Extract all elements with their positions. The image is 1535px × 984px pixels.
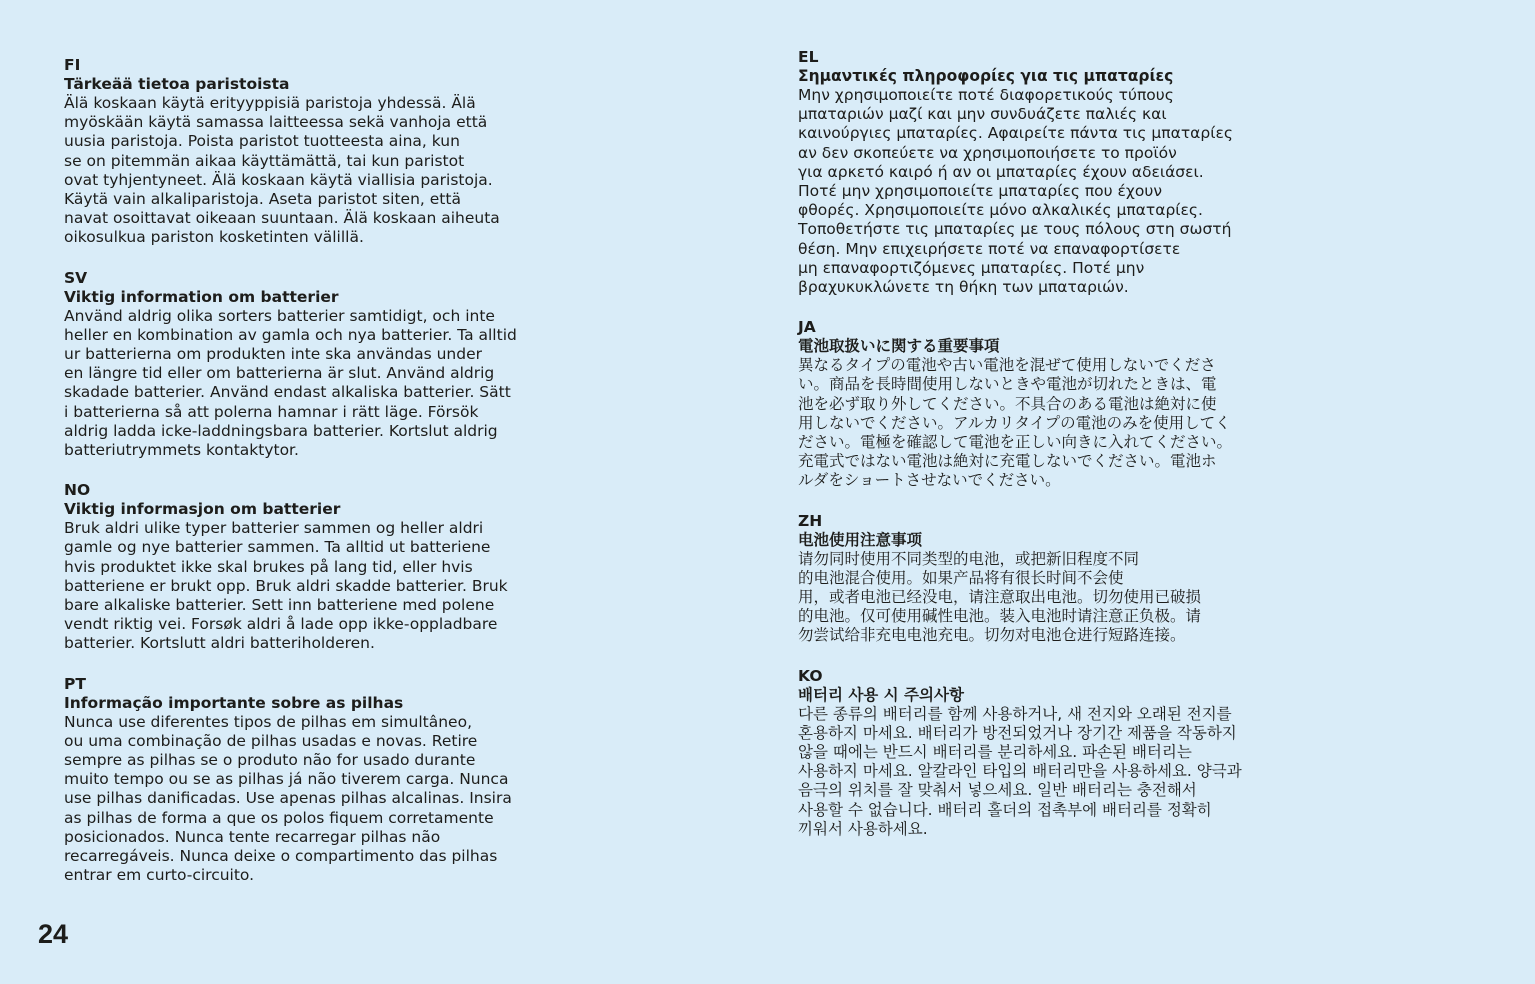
language-code: NO — [64, 481, 91, 500]
section-sv — [64, 269, 544, 461]
page-number: 24 — [38, 919, 69, 949]
section-body: 请勿同时使用不同类型的电池，或把新旧程度不同 的电池混合使用。如果产品将有很长时间不会使 用，或者电池已经没电，请注意取出电池。切勿使用已破损 的电池。仅可使用碱性电池。装入电池时请注意正负极。请 勿尝试给非充电电池充电。切勿对电池仓进行短路连接。 — [798, 549, 1202, 645]
section-fi — [64, 56, 544, 248]
section-body: Μην χρησιμοποιείτε ποτέ διαφορετικούς τύπους μπαταριών μαζί και μην συνδυάζετε παλιές και καινούργιες μπαταρίες. Αφαιρείτε πάντα τις μπαταρίες αν δεν σκοπεύετε να χρησιμοποιήσετε το προϊόν για αρκετό καιρό ή αν οι μπαταρίες έχουν αδειάσει. Ποτέ μην χρησιμοποιείτε μπαταρίες που έχουν φθορές. Χρησιμοποιείτε μόνο αλκαλικές μπαταρίες. Τοποθετήστε τις μπαταρίες με τους πόλους στη σωστή θέση. Μην επιχειρήσετε ποτέ να επαναφορτίσετε μη επαναφορτιζόμενες μπαταρίες. Ποτέ μην βραχυκυκλώνετε τη θήκη των μπαταριών. — [798, 86, 1233, 297]
language-code: ZH — [798, 511, 823, 530]
left-column — [64, 56, 544, 907]
section-body: 異なるタイプの電池や古い電池を混ぜて使用しないでくださ い。商品を長時間使用しないときや電池が切れたときは、電 池を必ず取り外してください。不具合のある電池は絶対に使 用しないでください。アルカリタイプの電池のみを使用してく ださい。電極を確認して電池を正しい向きに入れてください。 充電式ではない電池は絶対に充電しないでください。電池ホ ルダをショートさせないでください。 — [798, 356, 1233, 490]
section-heading: Σημαντικές πληροφορίες για τις μπαταρίες — [798, 67, 1174, 85]
section-heading: 배터리 사용 시 주의사항 — [798, 685, 964, 704]
section-heading: 電池取扱いに関する重要事項 — [798, 337, 1000, 356]
section-heading: Informação importante sobre as pilhas — [64, 693, 404, 712]
language-code: SV — [64, 268, 88, 287]
language-code: EL — [798, 48, 819, 66]
language-code: JA — [798, 318, 816, 337]
section-zh — [798, 512, 1278, 646]
section-body: Nunca use diferentes tipos de pilhas em simultâneo, ou uma combinação de pilhas usadas e novas. Retire sempre as pilhas se o produto não for usado durante muito tempo ou se as pilhas já não tiverem carga. Nunca use pilhas danificadas. Use apenas pilhas alcalinas. Insira as pilhas de forma a que os polos fiquem corretamente posicionados. Nunca tente recarregar pilhas não recarregáveis. Nunca deixe o compartimento das pilhas entrar em curto-circuito. — [64, 712, 512, 885]
right-column — [798, 48, 1278, 860]
section-heading: Tärkeää tietoa paristoista — [64, 75, 290, 93]
section-heading: Viktig information om batterier — [64, 287, 339, 306]
section-body: Använd aldrig olika sorters batterier samtidigt, och inte heller en kombination av gamla och nya batterier. Ta alltid ur batterierna om produkten inte ska användas under en längre tid eller om batterierna är slut. Använd aldrig skadade batterier. Använd endast alkaliska batterier. Sätt i batterierna så att polerna hamnar i rätt läge. Försök aldrig ladda icke-laddningsbara batterier. Kortslut aldrig batteriutrymmets kontaktytor. — [64, 306, 517, 460]
section-pt — [64, 675, 544, 886]
section-heading: 电池使用注意事项 — [798, 530, 923, 549]
section-body: Älä koskaan käytä erityyppisiä paristoja yhdessä. Älä myöskään käytä samassa laitteessa sekä vanhoja että uusia paristoja. Poista paristot tuotteesta aina, kun se on pitemmän aikaa käyttämättä, tai kun paristot ovat tyhjentyneet. Älä koskaan käytä viallisia paristoja. Käytä vain alkaliparistoja. Aseta paristot siten, että navat osoittavat oikeaan suuntaan. Älä koskaan aiheuta oikosulkua pariston kosketinten välillä. — [64, 94, 500, 247]
section-ja — [798, 318, 1278, 490]
section-no — [64, 481, 544, 653]
section-heading: Viktig informasjon om batterier — [64, 500, 341, 519]
section-ko — [798, 667, 1278, 839]
language-code: KO — [798, 666, 823, 685]
section-body: Bruk aldri ulike typer batterier sammen og heller aldri gamle og nye batterier sammen. Ta alltid ut batteriene hvis produktet ikke skal brukes på lang tid, eller hvis batteriene er brukt opp. Bruk aldri skadde batterier. Bruk bare alkaliske batterier. Sett inn batteriene med polene vendt riktig vei. Forsøk aldri å lade opp ikke-oppladbare batterier. Kortslutt aldri batteriholderen. — [64, 519, 508, 653]
section-el — [798, 48, 1278, 297]
section-body: 다른 종류의 배터리를 함께 사용하거나, 새 전지와 오래된 전지를 혼용하지 마세요. 배터리가 방전되었거나 장기간 제품을 작동하지 않을 때에는 반드시 배터리를 분리하세요. 파손된 배터리는 사용하지 마세요. 알칼라인 타입의 배터리만을 사용하세요. 양극과 음극의 위치를 잘 맞춰서 넣으세요. 일반 배터리는 충전해서 사용할 수 없습니다. 배터리 홀더의 접촉부에 배터리를 정확히 끼워서 사용하세요. — [798, 704, 1242, 838]
language-code: FI — [64, 56, 81, 74]
language-code: PT — [64, 674, 86, 693]
